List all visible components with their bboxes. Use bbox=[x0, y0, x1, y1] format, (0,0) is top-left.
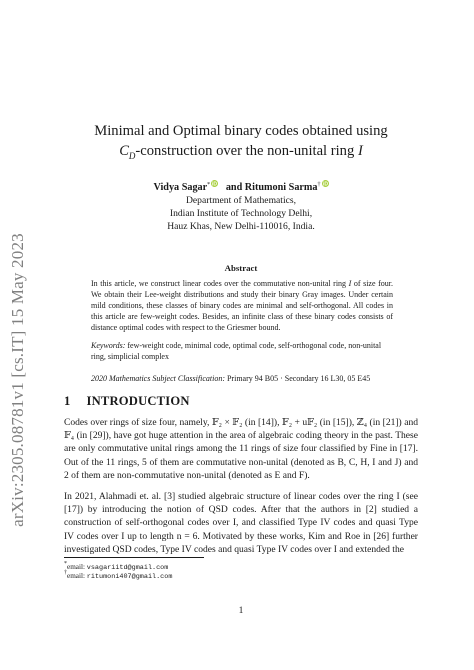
abstract-text-a: In this article, we construct linear codes over the commutative non-unital ring bbox=[91, 279, 349, 288]
footnote-1-label: email: bbox=[67, 563, 87, 571]
msc-label: 2020 Mathematics Subject Classification: bbox=[91, 374, 225, 383]
footnote-2-mark: † bbox=[64, 570, 67, 576]
arxiv-stamp bbox=[5, 180, 31, 580]
abstract-text bbox=[91, 278, 393, 333]
msc-text: Primary 94 B05 · Secondary 16 L30, 05 E45 bbox=[224, 374, 371, 383]
author-list bbox=[64, 180, 418, 193]
keywords-text: few-weight code, minimal code, optimal code, self-orthogonal code, non-unital ring, simplicial complex bbox=[91, 341, 382, 362]
section-heading bbox=[64, 394, 418, 409]
abstract-ring-symbol: I bbox=[348, 279, 352, 288]
arxiv-stamp-text: arXiv:2305.08781v1 [cs.IT] 15 May 2023 bbox=[8, 233, 28, 527]
keywords-label: Keywords: bbox=[91, 341, 126, 350]
author-2-footnote-mark: † bbox=[317, 182, 321, 188]
title-line-1: Minimal and Optimal binary codes obtained using bbox=[94, 123, 388, 139]
footnote-1-email[interactable]: vsagariitd@gmail.com bbox=[86, 564, 169, 572]
footnote-2-label: email: bbox=[67, 572, 87, 580]
author-1-name: Vidya Sagar bbox=[153, 182, 208, 193]
orcid-icon[interactable] bbox=[322, 180, 329, 187]
section-number: 1 bbox=[64, 394, 71, 408]
svg-text:iD: iD bbox=[322, 181, 328, 187]
affiliation-line-1: Department of Mathematics, bbox=[185, 195, 297, 206]
svg-text:iD: iD bbox=[212, 181, 218, 187]
title-line-2 bbox=[64, 141, 418, 166]
keywords bbox=[91, 340, 393, 362]
msc-classification bbox=[91, 373, 393, 384]
footnote-2 bbox=[64, 569, 418, 582]
footnote-rule bbox=[64, 557, 204, 558]
author-1-footnote-mark: * bbox=[207, 182, 211, 188]
page-number: 1 bbox=[238, 606, 244, 616]
author-2-name: and Ritumoni Sarma bbox=[225, 182, 318, 193]
abstract-heading: Abstract bbox=[224, 263, 258, 273]
title-ring-symbol: I bbox=[357, 143, 363, 159]
affiliation-line-3: Hauz Khas, New Delhi-110016, India. bbox=[167, 221, 315, 233]
section-title: INTRODUCTION bbox=[86, 394, 190, 408]
abstract-text-b: of size four. We obtain their Lee-weight distributions and study their binary Gray images. Under certain mild conditions, these classes of binary codes are minimal and self-orthogonal. All codes in this article are few-weight codes. Besides, an infinite class of these binary codes consists of distance optimal codes with respect to the Griesmer bound. bbox=[91, 279, 393, 333]
affiliation bbox=[64, 194, 418, 234]
paper-title bbox=[64, 121, 418, 166]
footnote-2-email[interactable]: ritumoni407@gmail.com bbox=[86, 573, 173, 581]
footnote-1-mark: * bbox=[64, 561, 67, 567]
affiliation-line-2: Indian Institute of Technology Delhi, bbox=[169, 208, 313, 220]
orcid-icon[interactable] bbox=[211, 180, 218, 187]
title-line-2-text: -construction over the non-unital ring bbox=[135, 143, 355, 159]
title-construction-symbol: C bbox=[119, 143, 129, 159]
title-construction-subscript: D bbox=[128, 150, 136, 161]
intro-paragraph-2: In 2021, Alahmadi et. al. [3] studied algebraic structure of linear codes over the ring I (see [17]) by introducing the notion of QSD codes. After that the authors in [2] studied a construction of self-orthogonal codes over I, and classified Type IV codes and quasi Type IV codes over I up to length n = 6. Motivated by these works, Kim and Roe in [26] further investigated QSD codes, Type IV codes and quasi Type IV codes over I and extended the bbox=[64, 491, 418, 555]
intro-paragraph-1: Codes over rings of size four, namely, 𝔽₂ × 𝔽₂ (in [14]), 𝔽₂ + u𝔽₂ (in [15]), ℤ₄ (in [21]) and 𝔽₄ (in [29]), have got huge attention in the area of algebraic coding theory in the past. These are only commutative unital rings among the 11 rings of size four classified by Fine in [17]. Out of the 11 rings, 5 of them are commutative non-unital (denoted as B, C, H, I and J) and 2 of them are non-commutative non-unital (denoted as E and F). bbox=[64, 417, 418, 481]
